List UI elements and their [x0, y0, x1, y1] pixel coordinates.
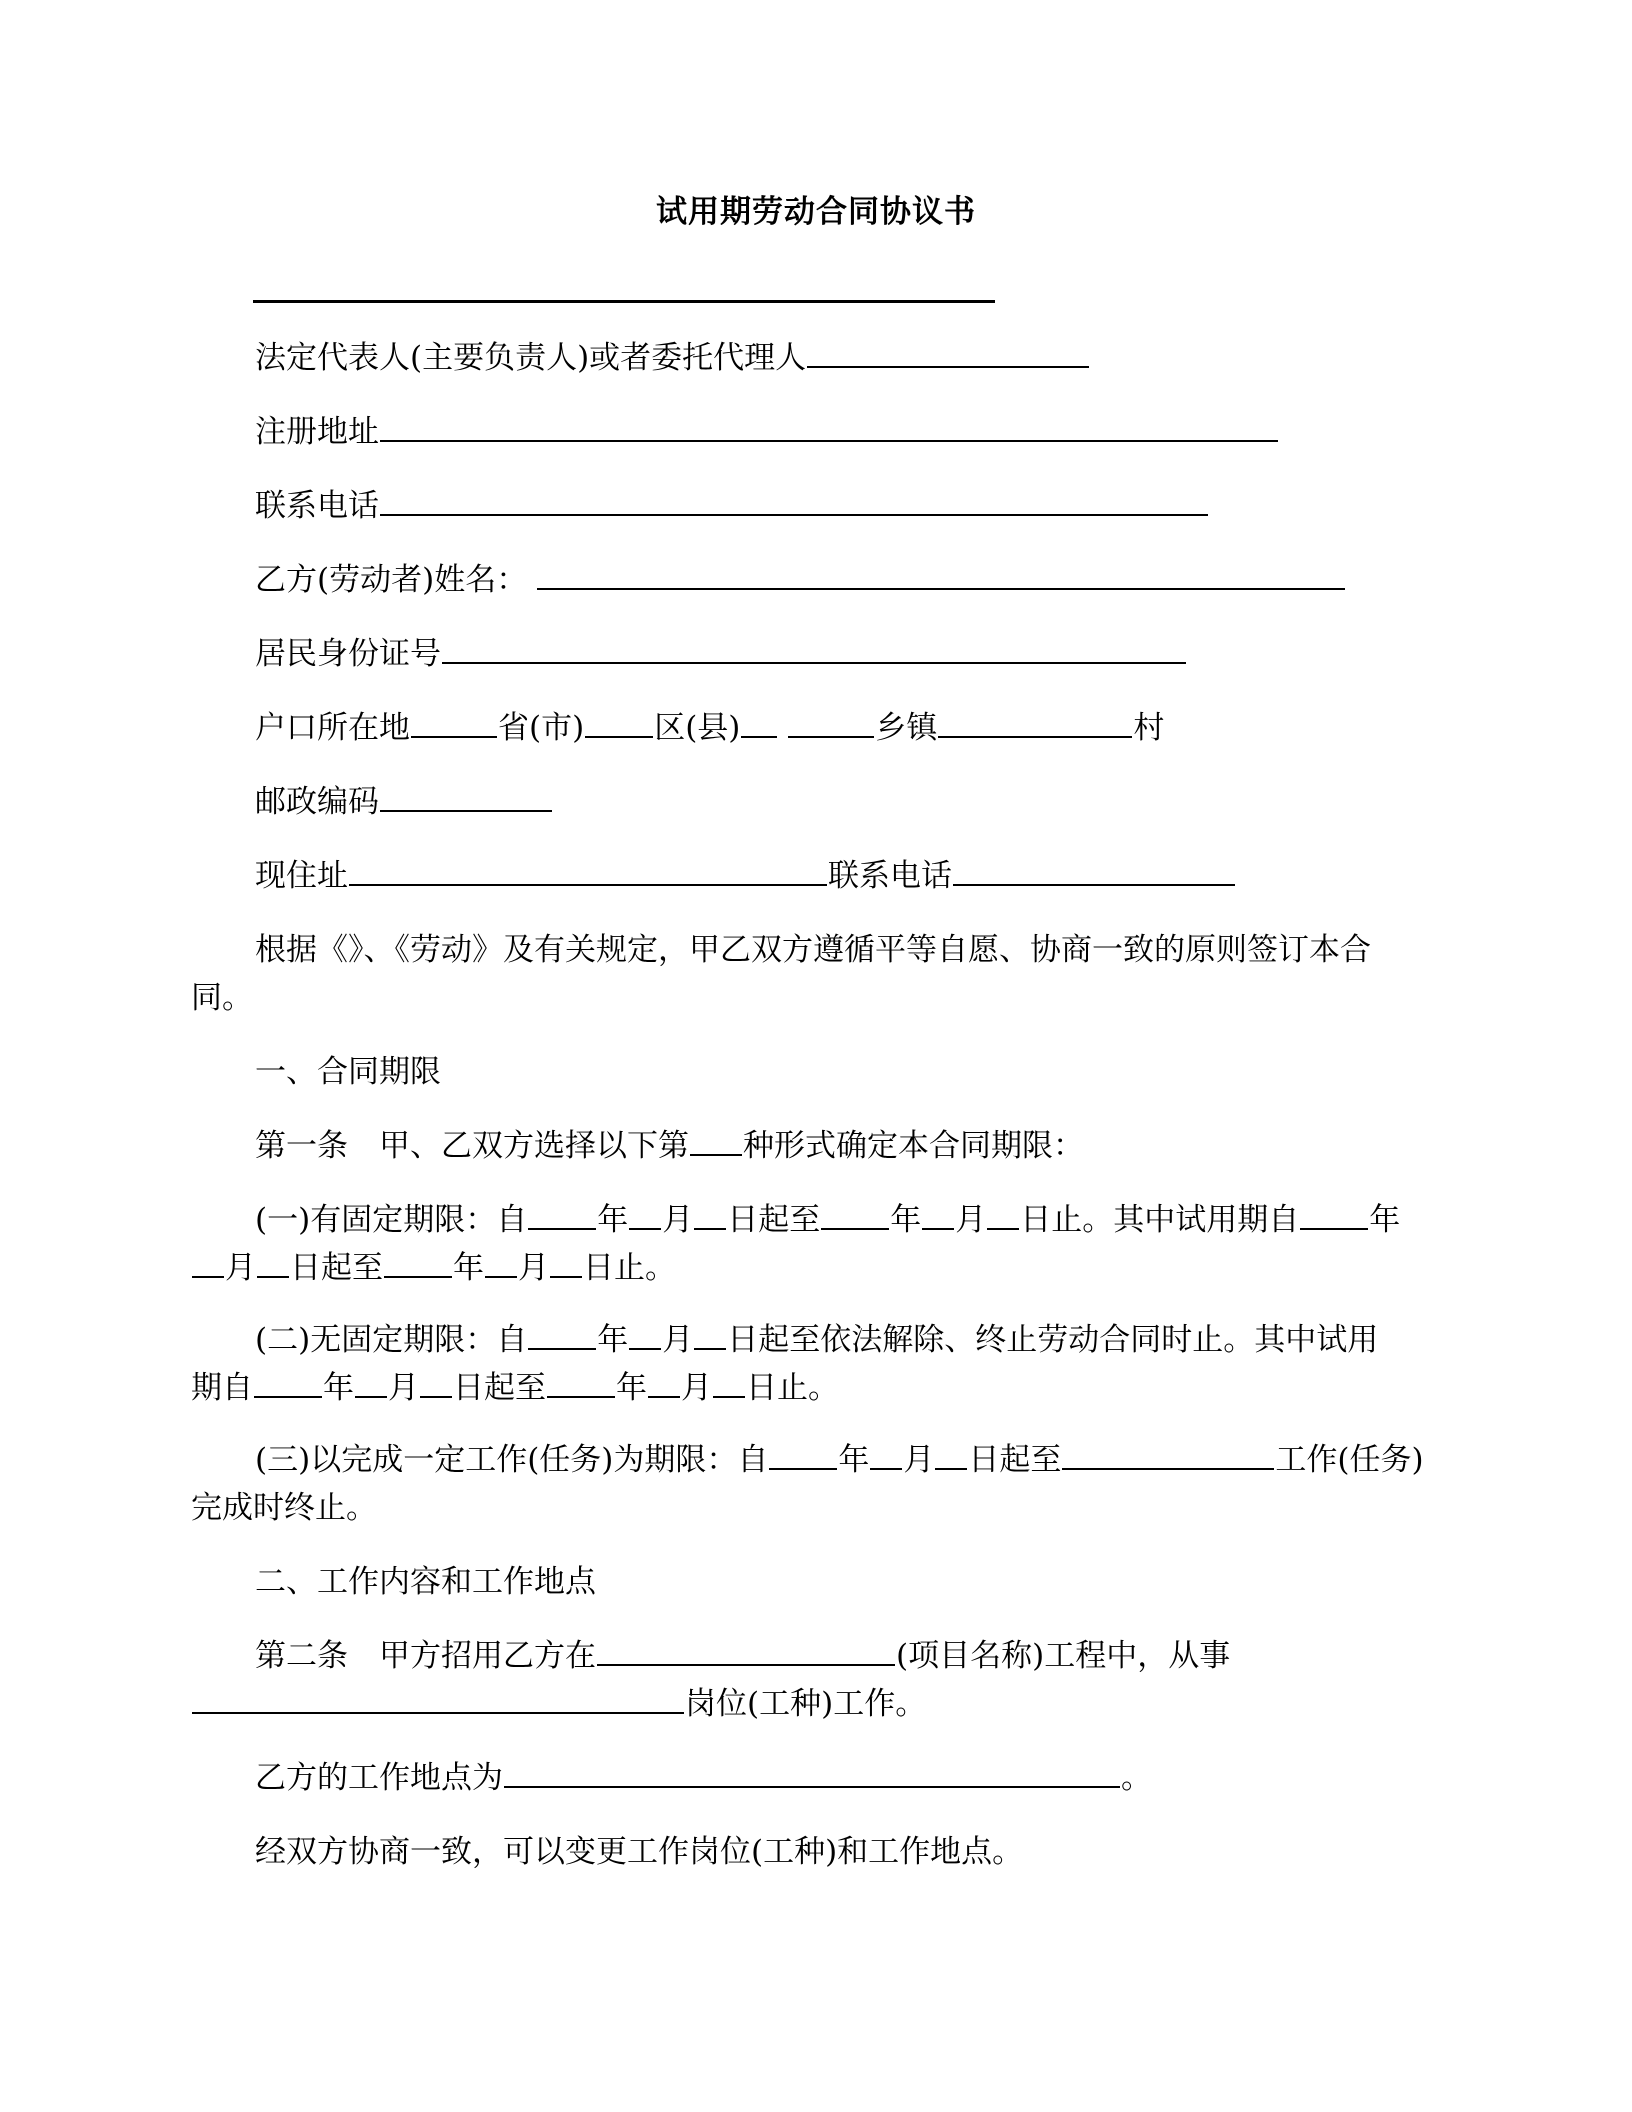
- phone-label: 联系电话: [255, 488, 379, 524]
- nonfixed-probation-text: 期自: [191, 1370, 253, 1406]
- hukou-town-blank: [788, 706, 874, 738]
- project-blank: [597, 1634, 895, 1666]
- article-1-text-a: 第一条 甲、乙双方选择以下第: [255, 1128, 689, 1164]
- current-addr-blank: [349, 854, 827, 886]
- month-text: 月: [662, 1322, 694, 1358]
- postcode-label: 邮政编码: [255, 784, 379, 820]
- hukou-village: 村: [1133, 710, 1165, 746]
- month-text: 月: [518, 1250, 549, 1286]
- blank: [1062, 1438, 1274, 1470]
- party-b-row: [255, 558, 1346, 602]
- hukou-district: 区(县): [654, 710, 741, 746]
- party-a-blank: [253, 300, 995, 303]
- change-clause: 经双方协商一致，可以变更工作岗位(工种)和工作地点。: [255, 1834, 1024, 1870]
- current-addr-row: [255, 854, 1236, 898]
- month-text: 月: [662, 1202, 694, 1238]
- blank: [922, 1198, 954, 1230]
- article-2-post-text: 岗位(工种)工作。: [685, 1686, 927, 1722]
- hukou-label: 户口所在地: [255, 710, 410, 746]
- hukou-row: [255, 706, 1164, 750]
- article-1-text-b: 种形式确定本合同期限：: [743, 1128, 1084, 1164]
- basis-line-1: 根据《》、《劳动》及有关规定，甲乙双方遵循平等自愿、协商一致的原则签订本合: [255, 932, 1371, 968]
- blank: [254, 1366, 322, 1398]
- article-2-text-a: 第二条 甲方招用乙方在: [255, 1638, 596, 1674]
- workplace-blank: [504, 1756, 1120, 1788]
- post-blank: [192, 1682, 684, 1714]
- id-row: [255, 632, 1187, 676]
- current-phone-blank: [953, 854, 1235, 886]
- year-text: 年: [323, 1370, 354, 1406]
- fixed-term-label: (一)有固定期限：自: [255, 1202, 528, 1238]
- phone-row: [255, 484, 1209, 528]
- from-to-text: 日起至: [290, 1250, 383, 1286]
- article-2-project-text: (项目名称)工程中，从事: [896, 1638, 1231, 1674]
- task-label: (三)以完成一定工作(任务)为期限：自: [255, 1442, 769, 1478]
- document-title: 试用期劳动合同协议书: [656, 194, 976, 230]
- year-text: 年: [890, 1202, 922, 1238]
- id-label: 居民身份证号: [255, 636, 441, 672]
- reg-addr-blank: [380, 410, 1278, 442]
- task-term-line-1: [255, 1438, 1424, 1482]
- task-term-line-2: 完成时终止。: [191, 1490, 377, 1526]
- blank: [547, 1366, 615, 1398]
- blank: [192, 1246, 224, 1278]
- fixed-probation-text: 日止。其中试用期自: [1020, 1202, 1300, 1238]
- month-text: 月: [903, 1442, 935, 1478]
- blank: [355, 1366, 387, 1398]
- workplace-row: [255, 1756, 1152, 1800]
- blank: [257, 1246, 289, 1278]
- blank: [987, 1198, 1019, 1230]
- postcode-row: [255, 780, 553, 824]
- blank: [629, 1198, 661, 1230]
- blank: [870, 1438, 902, 1470]
- blank: [694, 1198, 726, 1230]
- legal-rep-label: 法定代表人(主要负责人)或者委托代理人: [255, 340, 807, 376]
- hukou-district-blank: [585, 706, 653, 738]
- blank: [420, 1366, 452, 1398]
- year-text: 年: [616, 1370, 647, 1406]
- year-text: 年: [453, 1250, 484, 1286]
- from-to-text: 日起至: [968, 1442, 1062, 1478]
- current-addr-label: 现住址: [255, 858, 348, 894]
- hukou-district-blank-2: [741, 706, 777, 738]
- nonfixed-term-line-1: [255, 1318, 1378, 1362]
- from-to-text: 日起至: [453, 1370, 546, 1406]
- phone-blank: [380, 484, 1208, 516]
- hukou-town: 乡镇: [875, 710, 938, 746]
- blank: [629, 1318, 661, 1350]
- month-text: 月: [955, 1202, 987, 1238]
- year-text: 年: [1369, 1202, 1401, 1238]
- blank: [821, 1198, 889, 1230]
- month-text: 月: [388, 1370, 419, 1406]
- blank: [528, 1198, 596, 1230]
- party-b-blank: [537, 558, 1345, 590]
- fixed-term-line-2: [191, 1246, 676, 1290]
- blank: [550, 1246, 582, 1278]
- legal-rep-blank: [807, 336, 1089, 368]
- blank: [769, 1438, 837, 1470]
- blank: [648, 1366, 680, 1398]
- year-text: 年: [838, 1442, 870, 1478]
- blank: [713, 1366, 745, 1398]
- party-b-label: 乙方(劳动者)姓名：: [255, 562, 528, 598]
- nonfixed-label: (二)无固定期限：自: [255, 1322, 528, 1358]
- legal-rep-row: [255, 336, 1090, 380]
- task-work-text: 工作(任务): [1275, 1442, 1424, 1478]
- article-2-line-2: [191, 1682, 926, 1726]
- month-text: 月: [225, 1250, 256, 1286]
- blank: [528, 1318, 596, 1350]
- blank: [485, 1246, 517, 1278]
- year-text: 年: [597, 1202, 629, 1238]
- workplace-label: 乙方的工作地点为: [255, 1760, 503, 1796]
- id-blank: [442, 632, 1186, 664]
- blank: [384, 1246, 452, 1278]
- nonfixed-term-line-2: [191, 1366, 839, 1410]
- month-text: 月: [681, 1370, 712, 1406]
- hukou-village-blank: [938, 706, 1132, 738]
- reg-addr-label: 注册地址: [255, 414, 379, 450]
- current-phone-label: 联系电话: [828, 858, 952, 894]
- fixed-end-text: 日止。: [583, 1250, 676, 1286]
- postcode-blank: [380, 780, 552, 812]
- section-2-heading: 二、工作内容和工作地点: [255, 1564, 596, 1600]
- blank: [1300, 1198, 1368, 1230]
- reg-addr-row: [255, 410, 1279, 454]
- year-text: 年: [597, 1322, 629, 1358]
- blank: [935, 1438, 967, 1470]
- workplace-period: 。: [1121, 1760, 1152, 1796]
- article-2-line-1: [255, 1634, 1230, 1678]
- basis-line-2: 同。: [191, 980, 253, 1016]
- hukou-province-blank: [411, 706, 497, 738]
- nonfixed-end-text: 日止。: [746, 1370, 839, 1406]
- article-1: [255, 1124, 1084, 1168]
- blank: [694, 1318, 726, 1350]
- fixed-term-line-1: [255, 1198, 1400, 1242]
- section-1-heading: 一、合同期限: [255, 1054, 441, 1090]
- hukou-province: 省(市): [498, 710, 585, 746]
- nonfixed-mid-text: 日起至依法解除、终止劳动合同时止。其中试用: [727, 1322, 1379, 1358]
- from-to-text: 日起至: [727, 1202, 821, 1238]
- article-1-blank: [690, 1124, 742, 1156]
